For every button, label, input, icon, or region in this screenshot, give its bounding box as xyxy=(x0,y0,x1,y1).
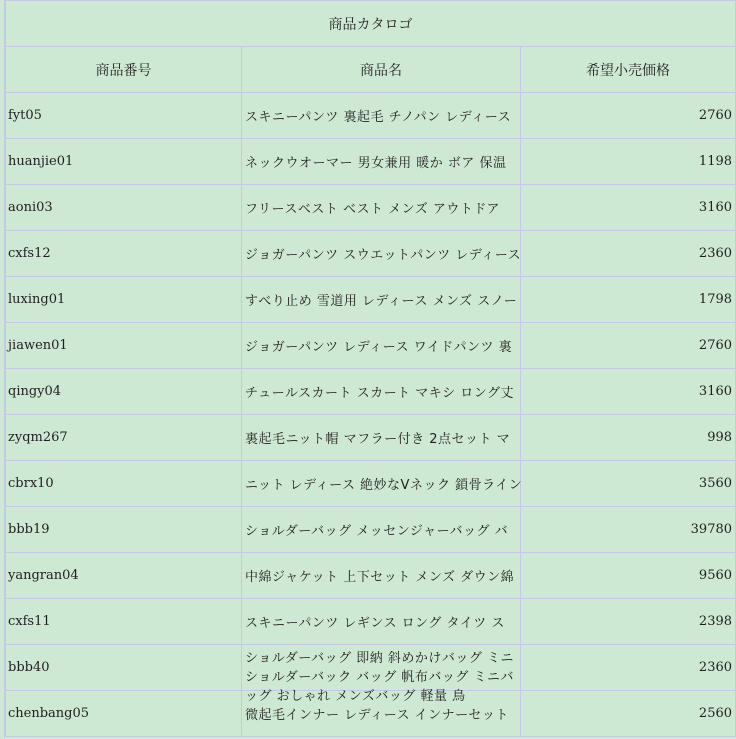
cell-product-id[interactable]: qingy04 xyxy=(6,369,242,415)
table-row xyxy=(6,507,736,553)
cell-product-id[interactable]: jiawen01 xyxy=(6,323,242,369)
cell-product-id[interactable]: bbb40 xyxy=(6,645,242,691)
table-row xyxy=(6,139,736,185)
cell-product-id[interactable]: huanjie01 xyxy=(6,139,242,185)
cell-retail-price[interactable]: 3160 xyxy=(521,185,736,231)
table-row xyxy=(6,369,736,415)
cell-product-id[interactable]: yangran04 xyxy=(6,553,242,599)
table-row xyxy=(6,415,736,461)
cell-product-name[interactable]: 中綿ジャケット 上下セット メンズ ダウン綿 xyxy=(242,553,521,599)
table-row xyxy=(6,323,736,369)
cell-retail-price[interactable]: 2560 xyxy=(521,691,736,737)
sheet-title[interactable]: 商品カタロゴ xyxy=(6,1,736,47)
title-row xyxy=(6,1,736,47)
cell-product-id[interactable]: chenbang05 xyxy=(6,691,242,737)
cell-retail-price[interactable]: 1198 xyxy=(521,139,736,185)
table-body xyxy=(6,93,736,737)
cell-product-name[interactable]: ジョガーパンツ スウエットパンツ レディース xyxy=(242,231,521,277)
cell-product-name[interactable]: フリースベスト ベスト メンズ アウトドア xyxy=(242,185,521,231)
table-row xyxy=(6,185,736,231)
header-retail-price[interactable]: 希望小売価格 xyxy=(521,47,736,93)
cell-product-name[interactable]: チュールスカート スカート マキシ ロング丈 xyxy=(242,369,521,415)
cell-product-id[interactable]: fyt05 xyxy=(6,93,242,139)
cell-retail-price[interactable]: 2760 xyxy=(521,93,736,139)
cell-retail-price[interactable]: 998 xyxy=(521,415,736,461)
cell-retail-price[interactable]: 39780 xyxy=(521,507,736,553)
cell-product-id[interactable]: cxfs12 xyxy=(6,231,242,277)
header-row xyxy=(6,47,736,93)
cell-retail-price[interactable]: 9560 xyxy=(521,553,736,599)
cell-product-id[interactable]: cxfs11 xyxy=(6,599,242,645)
cell-retail-price[interactable]: 1798 xyxy=(521,277,736,323)
cell-retail-price[interactable]: 2760 xyxy=(521,323,736,369)
cell-retail-price[interactable]: 3160 xyxy=(521,369,736,415)
cell-retail-price[interactable]: 2360 xyxy=(521,231,736,277)
cell-product-name[interactable]: ジョガーパンツ レディース ワイドパンツ 裏 xyxy=(242,323,521,369)
cell-product-id[interactable]: zyqm267 xyxy=(6,415,242,461)
cell-retail-price[interactable]: 2360 xyxy=(521,645,736,691)
cell-product-id[interactable]: cbrx10 xyxy=(6,461,242,507)
cell-product-name[interactable]: ニット レディース 絶妙なVネック 鎖骨ライン xyxy=(242,461,521,507)
cell-product-name[interactable]: すべり止め 雪道用 レディース メンズ スノー xyxy=(242,277,521,323)
cell-product-id[interactable]: luxing01 xyxy=(6,277,242,323)
table-row xyxy=(6,599,736,645)
cell-product-id[interactable]: bbb19 xyxy=(6,507,242,553)
cell-product-name[interactable]: スキニーパンツ 裏起毛 チノパン レディース xyxy=(242,93,521,139)
cell-product-name[interactable]: ショルダーバッグ メッセンジャーバッグ バ xyxy=(242,507,521,553)
table-row xyxy=(6,93,736,139)
table-row xyxy=(6,231,736,277)
header-product-id[interactable]: 商品番号 xyxy=(6,47,242,93)
table-row xyxy=(6,553,736,599)
cell-product-name[interactable]: 微起毛インナー レディース インナーセット xyxy=(242,691,521,737)
cell-retail-price[interactable]: 2398 xyxy=(521,599,736,645)
table-row xyxy=(6,645,736,691)
cell-retail-price[interactable]: 3560 xyxy=(521,461,736,507)
cell-product-id[interactable]: aoni03 xyxy=(6,185,242,231)
cell-product-name[interactable]: ネックウオーマー 男女兼用 暖か ボア 保温 xyxy=(242,139,521,185)
cell-product-name[interactable]: スキニーパンツ レギンス ロング タイツ ス xyxy=(242,599,521,645)
header-product-name[interactable]: 商品名 xyxy=(242,47,521,93)
cell-product-name-text: ショルダーバッグ 即納 斜めかけバッグ ミニショルダーバック バッグ 帆布バッグ ミニバッグ おしゃれ メンズバッグ 軽量 鳥 xyxy=(245,651,514,704)
table-row xyxy=(6,461,736,507)
cell-product-name[interactable] xyxy=(242,645,521,704)
catalog-table xyxy=(5,0,736,737)
cell-product-name[interactable]: 裏起毛ニット帽 マフラー付き 2点セット マ xyxy=(242,415,521,461)
table-row xyxy=(6,277,736,323)
